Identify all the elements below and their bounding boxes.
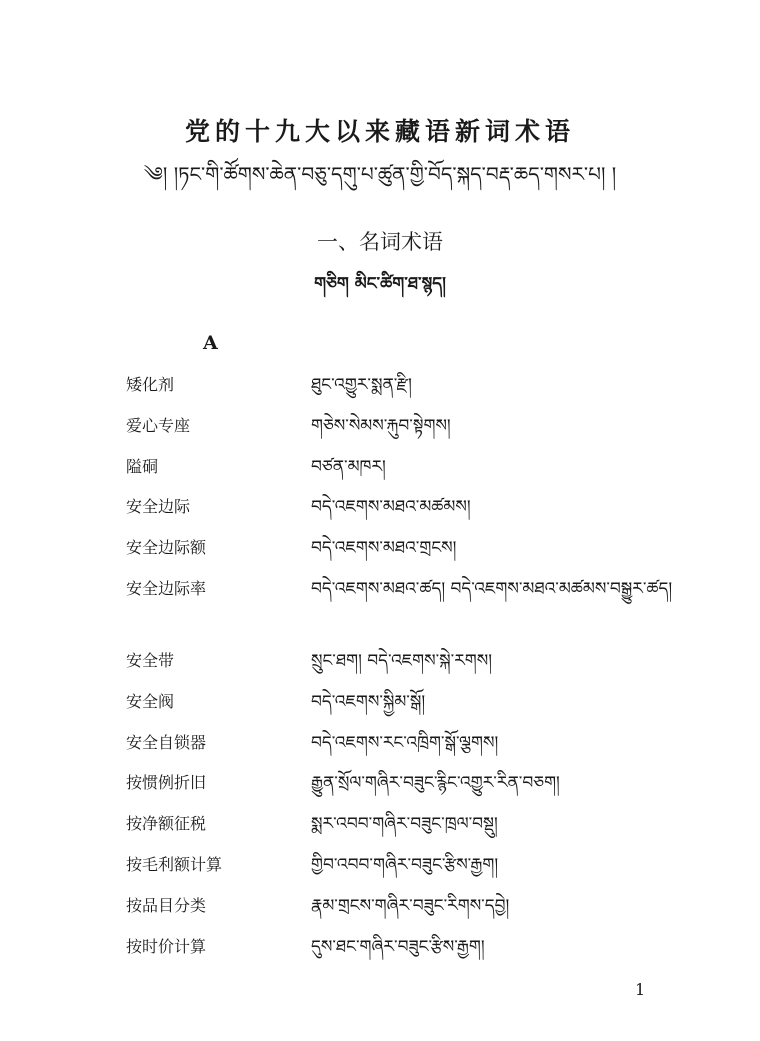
glossary-row bbox=[126, 891, 716, 932]
alphabet-letter-heading: A bbox=[203, 332, 218, 354]
glossary-row bbox=[126, 492, 716, 533]
page-number: 1 bbox=[635, 980, 646, 999]
term-tibetan: སྨར་འབབ་གཞིར་བཟུང་ཁྲལ་བསྡུ། bbox=[311, 814, 498, 835]
term-tibetan: རྒྱུན་སྲོལ་གཞིར་བཟུང་རྙིང་འགྱུར་རིན་བཅག། bbox=[311, 773, 560, 794]
glossary-row bbox=[126, 452, 716, 493]
term-tibetan: བདེ་འཇགས་མཐའ་ཚད། བདེ་འཇགས་མཐའ་མཚམས་བསྒྱུར་ཚད། bbox=[311, 578, 673, 599]
term-tibetan: བདེ་འཇགས་སྐྱིམ་སྒོ། bbox=[311, 691, 426, 712]
term-chinese: 安全边际率 bbox=[126, 578, 207, 598]
term-chinese: 按品目分类 bbox=[126, 895, 207, 915]
page-title-tibetan: ༄། །ཏང་གི་ཚོགས་ཆེན་བཅུ་དགུ་པ་ཚུན་གྱི་བོད་སྐད་བརྡ་ཆད་གསར་པ། ། bbox=[143, 162, 617, 186]
term-chinese: 按净额征税 bbox=[126, 814, 207, 834]
glossary-row bbox=[126, 687, 716, 728]
term-tibetan: བདེ་འཇགས་རང་འཁྲིག་སྒོ་ལྕགས། bbox=[311, 732, 499, 753]
glossary-entries bbox=[126, 370, 716, 972]
term-tibetan: བདེ་འཇགས་མཐའ་གྲངས། bbox=[311, 538, 457, 559]
term-chinese: 爱心专座 bbox=[126, 415, 191, 435]
term-chinese: 安全阀 bbox=[126, 691, 175, 711]
term-tibetan: གྱིབ་འབབ་གཞིར་བཟུང་རྩིས་རྒྱག། bbox=[311, 854, 499, 875]
term-tibetan: དུས་ཐང་གཞིར་བཟུང་རྩིས་རྒྱག། bbox=[311, 936, 485, 957]
glossary-row bbox=[126, 411, 716, 452]
term-chinese: 矮化剂 bbox=[126, 375, 175, 394]
glossary-row bbox=[126, 370, 716, 411]
term-chinese: 按毛利额计算 bbox=[126, 854, 223, 874]
term-tibetan: བཙན་མཁར། bbox=[311, 456, 386, 477]
glossary-row bbox=[126, 809, 716, 850]
term-chinese: 隘硐 bbox=[126, 456, 159, 476]
term-chinese: 按时价计算 bbox=[126, 936, 207, 956]
glossary-row bbox=[126, 728, 716, 769]
term-chinese: 按惯例折旧 bbox=[126, 773, 207, 793]
term-tibetan: གཅེས་སེམས་རྐུབ་སྟེགས། bbox=[311, 415, 451, 436]
section-title-tibetan: གཅིག མིང་ཚིག་ཐ་སྙད། bbox=[314, 274, 446, 294]
term-chinese: 安全边际额 bbox=[126, 538, 207, 558]
term-tibetan: ཐུང་འགྱུར་སྨན་རྫི། bbox=[311, 375, 412, 395]
glossary-row bbox=[126, 533, 716, 574]
glossary-row bbox=[126, 932, 716, 973]
glossary-row bbox=[126, 850, 716, 891]
term-chinese: 安全边际 bbox=[126, 497, 191, 517]
term-tibetan: རྣམ་གྲངས་གཞིར་བཟུང་རིགས་དབྱེ། bbox=[311, 895, 510, 916]
glossary-row bbox=[126, 646, 716, 687]
glossary-row bbox=[126, 574, 716, 646]
section-title-chinese: 一、名词术语 bbox=[317, 230, 443, 254]
term-tibetan: བདེ་འཇགས་མཐའ་མཚམས། bbox=[311, 497, 471, 518]
page-title-chinese: 党的十九大以来藏语新词术语 bbox=[184, 117, 575, 146]
term-chinese: 安全带 bbox=[126, 650, 175, 670]
term-chinese: 安全自锁器 bbox=[126, 732, 207, 752]
term-tibetan: སྲུང་ཐག། བདེ་འཇགས་སྐེ་རགས། bbox=[311, 650, 493, 671]
glossary-row bbox=[126, 768, 716, 809]
